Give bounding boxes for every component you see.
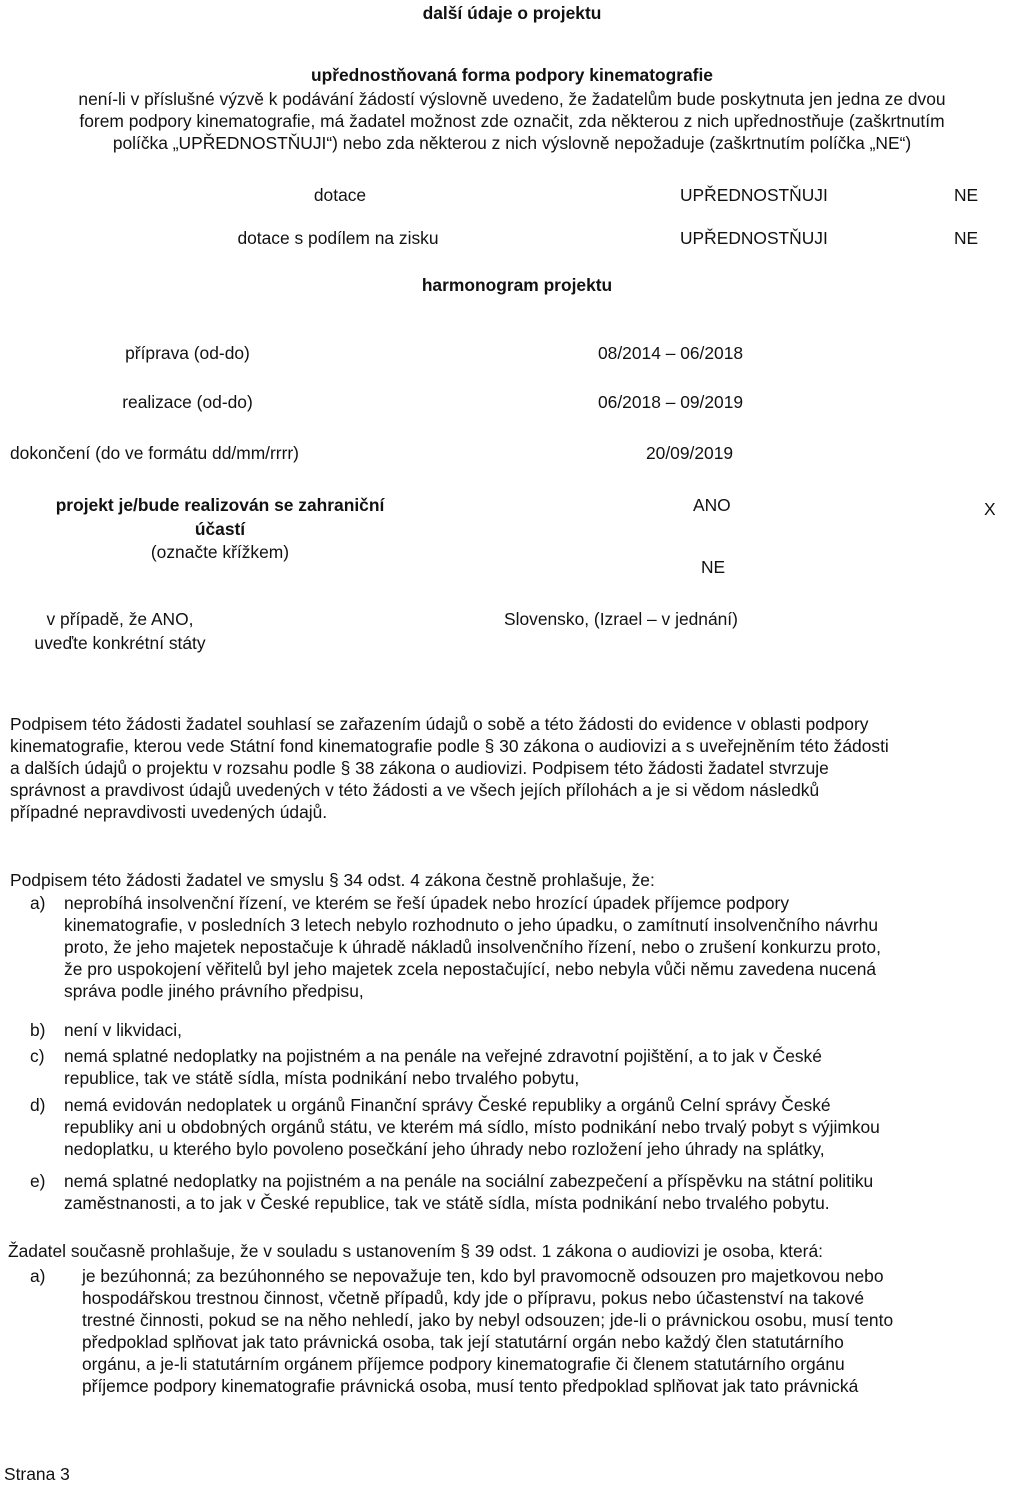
item-line: nemá splatné nedoplatky na pojistném a na penále na veřejné zdravotní pojištění, a to jak v České	[64, 1046, 822, 1066]
item-line: není v likvidaci,	[64, 1020, 182, 1040]
preparation-label: příprava (od-do)	[125, 343, 250, 363]
support-row-label-profit: dotace s podílem na zisku	[237, 228, 439, 248]
foreign-label: projekt je/bude realizován se zahraniční	[55, 495, 385, 515]
item-line: hospodářskou trestnou činnost, včetně případů, kdy jde o přípravu, pokus nebo účastenství na takové	[82, 1288, 865, 1308]
states-label-cont: uveďte konkrétní státy	[34, 633, 206, 653]
item-line: orgánu, a je-li statutárním orgánem příjemce podpory kinematografie či členem statutárního orgánu	[82, 1354, 845, 1374]
consent-line: a dalších údajů o projektu v rozsahu podle § 38 zákona o audiovizi. Podpisem této žádosti žadatel stvrzuje	[10, 758, 829, 778]
completion-value[interactable]: 20/09/2019	[646, 443, 734, 463]
prefer-checkbox-profit[interactable]: UPŘEDNOSTŇUJI	[680, 228, 828, 248]
page-number: Strana 3	[4, 1464, 70, 1484]
schedule-heading: harmonogram projektu	[421, 275, 613, 295]
intro-line: forem podpory kinematografie, má žadatel možnost zde označit, zda některou z nich upřednostňuje (zaškrtnutím	[79, 111, 945, 131]
foreign-note: (označte křížkem)	[150, 542, 290, 562]
support-form-intro	[0, 88, 1024, 154]
item-line: proto, že jeho majetek nepostačuje k úhradě nákladů insolvenčního řízení, nebo o zrušení konkurzu proto,	[64, 937, 881, 957]
item-line: příjemce podpory kinematografie právnická osoba, musí tento předpoklad splňovat jak tato právnická	[82, 1376, 859, 1396]
consent-line: případné nepravdivosti uvedených údajů.	[10, 802, 328, 822]
foreign-yes-mark[interactable]: X	[984, 499, 996, 519]
item-label: b)	[30, 1020, 46, 1040]
support-form-heading: upřednostňovaná forma podpory kinematografie	[311, 65, 713, 85]
no-checkbox-profit[interactable]: NE	[954, 228, 979, 248]
preparation-value[interactable]: 08/2014 – 06/2018	[598, 343, 744, 363]
consent-line: kinematografie, kterou vede Státní fond kinematografie podle § 30 zákona o audiovizi a s uveřejněním této žádosti	[10, 736, 889, 756]
foreign-label-cont: účastí	[194, 519, 246, 539]
intro-line: není-li v příslušné výzvě k podávání žádostí výslovně uvedeno, že žadatelům bude poskytnuta jen jedna ze dvou	[78, 89, 946, 109]
consent-line: Podpisem této žádosti žadatel souhlasí se zařazením údajů o sobě a této žádosti do evidence v oblasti podpory	[10, 714, 869, 734]
consent-line: správnost a pravdivost údajů uvedených v této žádosti a ve všech jejích přílohách a je si vědom následků	[10, 780, 820, 800]
item-line: nedoplatku, u kterého bylo povoleno posečkání jeho úhrady nebo rozložení jeho úhrady na splátky,	[64, 1139, 825, 1159]
eligibility-intro: Žadatel současně prohlašuje, že v souladu s ustanovením § 39 odst. 1 zákona o audiovizi je osoba, která:	[8, 1241, 823, 1261]
item-line: že pro uspokojení věřitelů byl jeho majetek zcela nepostačující, nebo nebyla vůči němu zavedena nucená	[64, 959, 877, 979]
item-line: neprobíhá insolvenční řízení, ve kterém se řeší úpadek nebo hrozící úpadek příjemce podpory	[64, 893, 790, 913]
foreign-yes-option[interactable]: ANO	[693, 495, 731, 515]
item-line: nemá splatné nedoplatky na pojistném a na penále na sociální zabezpečení a příspěvku na státní politiku	[64, 1171, 874, 1191]
item-line: zaměstnanosti, a to jak v České republice, tak ve státě sídla, místa podnikání nebo trvalého pobytu.	[64, 1193, 830, 1213]
item-label: c)	[30, 1046, 45, 1066]
realization-label: realizace (od-do)	[122, 392, 253, 412]
item-line: kinematografie, v posledních 3 letech nebylo rozhodnuto o jeho úpadku, o zamítnutí insolvenčního návrhu	[64, 915, 879, 935]
realization-value[interactable]: 06/2018 – 09/2019	[598, 392, 744, 412]
states-label: v případě, že ANO,	[46, 609, 194, 629]
item-line: předpoklad splňovat jak tato právnická osoba, tak její statutární orgán nebo každý člen statutárního	[82, 1332, 844, 1352]
item-label: e)	[30, 1171, 46, 1191]
item-label: a)	[30, 893, 46, 913]
item-line: trestné činnosti, pokud se na něho nehledí, jako by nebyl odsouzen; jde-li o právnickou osobu, musí tento	[82, 1310, 894, 1330]
intro-line: políčka „UPŘEDNOSTŇUJI“) nebo zda některou z nich výslovně nepožaduje (zaškrtnutím políčka „NE“)	[112, 133, 912, 153]
consent-paragraph	[10, 713, 889, 823]
declaration-intro: Podpisem této žádosti žadatel ve smyslu § 34 odst. 4 zákona čestně prohlašuje, že:	[10, 870, 655, 890]
item-line: správa podle jiného právního předpisu,	[64, 981, 364, 1001]
states-value[interactable]: Slovensko, (Izrael – v jednání)	[504, 609, 738, 629]
item-line: republice, tak ve státě sídla, místa podnikání nebo trvalého pobytu,	[64, 1068, 580, 1088]
item-line: nemá evidován nedoplatek u orgánů Finanční správy České republiky a orgánů Celní správy České	[64, 1095, 831, 1115]
support-row-label-subsidy: dotace	[313, 185, 367, 205]
item-line: je bezúhonná; za bezúhonného se nepovažuje ten, kdo byl pravomocně odsouzen pro majetkovou nebo	[82, 1266, 884, 1286]
item-line: republiky ani u obdobných orgánů státu, ve kterém má sídlo, místo podnikání nebo trvalý pobyt s výjimkou	[64, 1117, 880, 1137]
section-title: další údaje o projektu	[422, 3, 602, 23]
item-label: d)	[30, 1095, 46, 1115]
no-checkbox-subsidy[interactable]: NE	[954, 185, 979, 205]
item-label: a)	[30, 1266, 46, 1286]
completion-label: dokončení (do ve formátu dd/mm/rrrr)	[10, 443, 299, 463]
prefer-checkbox-subsidy[interactable]: UPŘEDNOSTŇUJI	[680, 185, 828, 205]
foreign-no-option[interactable]: NE	[701, 557, 726, 577]
